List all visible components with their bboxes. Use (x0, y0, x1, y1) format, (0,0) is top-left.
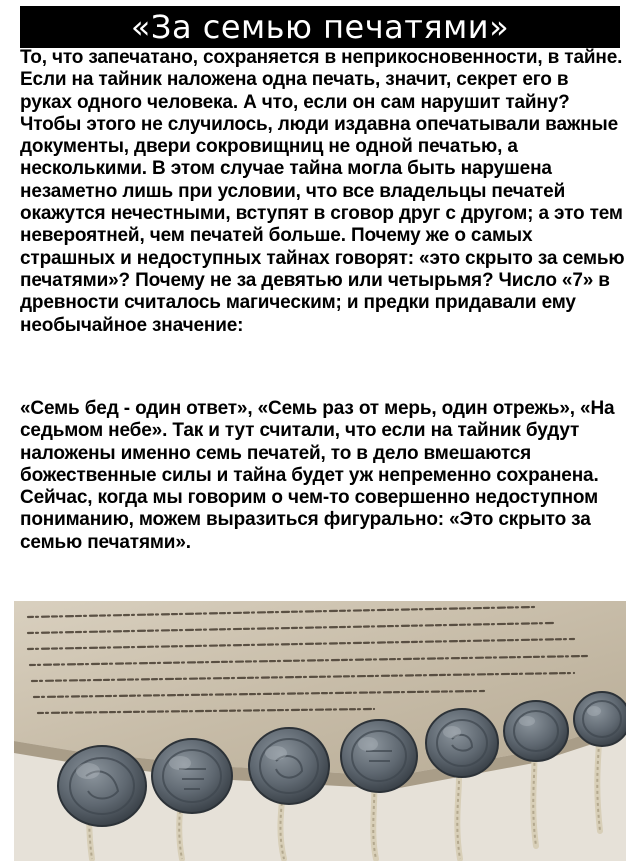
paragraph-intro: То, что запечатано, сохраняется в неприкосновенности, в тайне. Если на тайник наложена одна печать, значит, секрет его в руках одного человека. А что, если он сам нарушит тайну? Чтобы этого не случилось, люди издавна опечатывали важные документы, двери сокровищниц не одной печатью, а несколькими. В этом случае тайна могла быть нарушена незаметно лишь при условии, что все владельцы печатей окажутся нечестными, вступят в сговор друг с другом; а это тем невероятней, чем печатей больше. Почему же о самых страшных и недоступных тайнах говорят: «это скрыто за семью печатями»? Почему не за девятью или четырьмя? Число «7» в древности считалось магическим; и предки придавали ему необычайное значение: (20, 47, 625, 336)
page-title: «За семью печатями» (130, 8, 510, 46)
title-banner (20, 6, 620, 48)
paragraph-sayings: «Семь бед - один ответ», «Семь раз от мерь, один отрежь», «На седьмом небе». Так и тут считали, что если на тайник будут наложены именно семь печатей, то в дело вмешаются божественные силы и тайна будет уж непременно сохранена. Сейчас, когда мы говорим о чем-то совершенно недоступном пониманию, можем выразиться фигурально: «Это скрыто за семью печатями». (20, 398, 615, 553)
seals-photo (14, 601, 626, 861)
